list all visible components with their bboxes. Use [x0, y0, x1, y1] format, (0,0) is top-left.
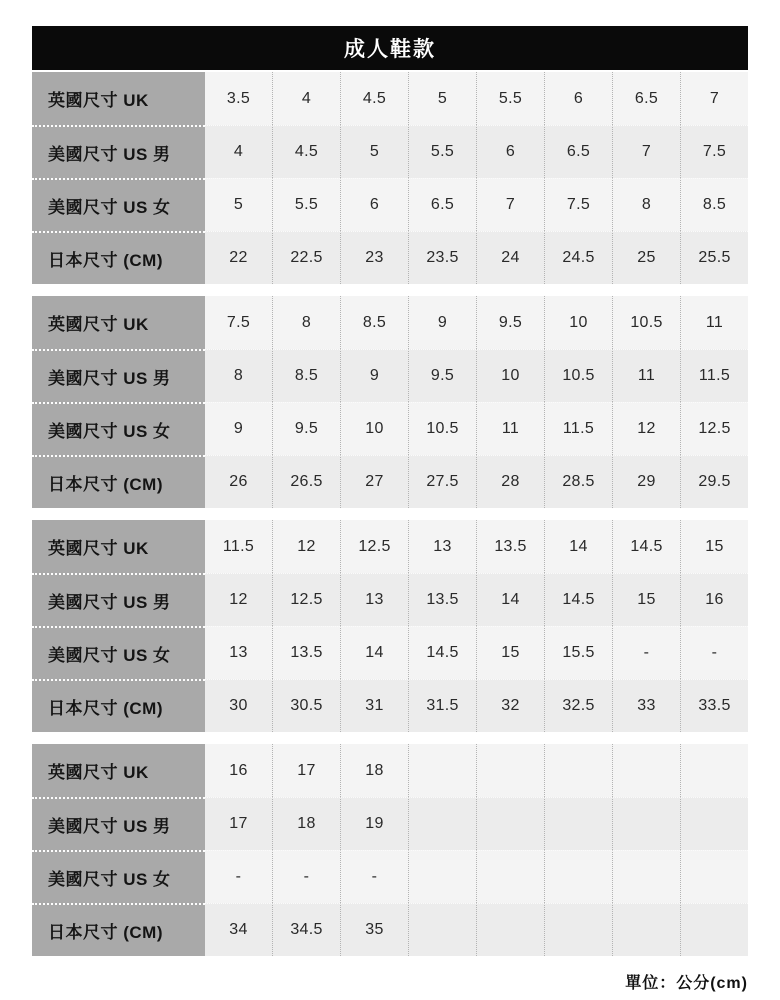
size-cell: 7: [680, 72, 748, 125]
size-cell: 11.5: [544, 402, 612, 455]
table-row: [32, 626, 748, 679]
size-cell: 5.5: [408, 125, 476, 178]
size-cell: [612, 797, 680, 850]
size-cell: 11.5: [205, 520, 272, 573]
row-label: 英國尺寸 UK: [32, 72, 205, 125]
size-cell: [680, 744, 748, 797]
size-cell: 14: [544, 520, 612, 573]
size-cell: -: [612, 626, 680, 679]
size-cell: 4.5: [272, 125, 340, 178]
row-label: 美國尺寸 US 女: [32, 402, 205, 455]
table-row: [32, 125, 748, 178]
size-cell: [408, 850, 476, 903]
size-cell: 12.5: [272, 573, 340, 626]
size-cell: 9.5: [476, 296, 544, 349]
size-cell: 4.5: [340, 72, 408, 125]
size-cell: 15: [476, 626, 544, 679]
table-row: [32, 520, 748, 573]
size-cell: 4: [205, 125, 272, 178]
row-label: 英國尺寸 UK: [32, 520, 205, 573]
table-row: [32, 679, 748, 732]
table-row: [32, 178, 748, 231]
size-block: [32, 72, 748, 284]
size-cell: 5: [408, 72, 476, 125]
size-cell: 10.5: [544, 349, 612, 402]
size-cell: 14.5: [544, 573, 612, 626]
size-cell: 35: [340, 903, 408, 956]
size-cell: 7.5: [544, 178, 612, 231]
size-cell: 6.5: [612, 72, 680, 125]
size-cell: [408, 903, 476, 956]
size-cell: 3.5: [205, 72, 272, 125]
size-cell: 10.5: [408, 402, 476, 455]
size-cell: 9.5: [272, 402, 340, 455]
size-cell: 8: [272, 296, 340, 349]
table-row: [32, 72, 748, 125]
size-cell: 31: [340, 679, 408, 732]
table-row: [32, 231, 748, 284]
size-cell: 34.5: [272, 903, 340, 956]
size-cell: [408, 744, 476, 797]
size-cell: 11.5: [680, 349, 748, 402]
size-cell: [612, 850, 680, 903]
size-cell: 22: [205, 231, 272, 284]
size-cell: 24.5: [544, 231, 612, 284]
size-table-blocks: [32, 72, 748, 956]
size-cell: 30.5: [272, 679, 340, 732]
size-cell: 32: [476, 679, 544, 732]
row-label: 美國尺寸 US 男: [32, 573, 205, 626]
size-block: [32, 744, 748, 956]
table-row: [32, 744, 748, 797]
size-cell: 8.5: [340, 296, 408, 349]
size-cell: 13: [408, 520, 476, 573]
size-cell: 8: [205, 349, 272, 402]
size-cell: 11: [680, 296, 748, 349]
size-cell: -: [680, 626, 748, 679]
row-label: 美國尺寸 US 男: [32, 125, 205, 178]
row-label: 美國尺寸 US 男: [32, 797, 205, 850]
size-block: [32, 520, 748, 732]
size-cell: 18: [272, 797, 340, 850]
size-cell: 32.5: [544, 679, 612, 732]
size-cell: 14.5: [408, 626, 476, 679]
size-cell: 24: [476, 231, 544, 284]
size-cell: 6.5: [544, 125, 612, 178]
unit-note: 單位：公分(cm): [625, 975, 748, 992]
size-cell: [680, 797, 748, 850]
size-cell: 12: [205, 573, 272, 626]
size-cell: 10.5: [612, 296, 680, 349]
table-title: 成人鞋款: [344, 38, 436, 61]
size-cell: 15: [612, 573, 680, 626]
size-cell: 5: [340, 125, 408, 178]
size-cell: 10: [476, 349, 544, 402]
size-cell: [680, 903, 748, 956]
table-title-bar: [32, 26, 748, 70]
size-cell: 10: [340, 402, 408, 455]
size-cell: 28: [476, 455, 544, 508]
size-cell: 8: [612, 178, 680, 231]
size-cell: 6: [476, 125, 544, 178]
size-cell: 8.5: [680, 178, 748, 231]
size-cell: 9: [205, 402, 272, 455]
table-row: [32, 903, 748, 956]
row-label: 英國尺寸 UK: [32, 744, 205, 797]
table-row: [32, 797, 748, 850]
row-label: 日本尺寸 (CM): [32, 455, 205, 508]
size-cell: 28.5: [544, 455, 612, 508]
row-label: 美國尺寸 US 女: [32, 178, 205, 231]
size-cell: 5.5: [476, 72, 544, 125]
size-cell: 12: [612, 402, 680, 455]
size-cell: [476, 903, 544, 956]
row-label: 美國尺寸 US 女: [32, 850, 205, 903]
size-cell: 33.5: [680, 679, 748, 732]
size-cell: -: [205, 850, 272, 903]
size-cell: 16: [205, 744, 272, 797]
size-cell: [476, 850, 544, 903]
size-cell: 34: [205, 903, 272, 956]
size-cell: [612, 903, 680, 956]
size-cell: 18: [340, 744, 408, 797]
size-cell: [544, 850, 612, 903]
size-cell: [680, 850, 748, 903]
row-label: 日本尺寸 (CM): [32, 903, 205, 956]
table-row: [32, 455, 748, 508]
size-cell: [408, 797, 476, 850]
size-cell: 7.5: [205, 296, 272, 349]
size-cell: [544, 903, 612, 956]
size-cell: 13.5: [272, 626, 340, 679]
size-cell: 22.5: [272, 231, 340, 284]
size-cell: [544, 797, 612, 850]
size-cell: 6.5: [408, 178, 476, 231]
size-cell: 7: [612, 125, 680, 178]
size-cell: 31.5: [408, 679, 476, 732]
table-row: [32, 850, 748, 903]
size-cell: 7: [476, 178, 544, 231]
size-cell: -: [340, 850, 408, 903]
size-cell: 13.5: [408, 573, 476, 626]
size-cell: 12: [272, 520, 340, 573]
size-cell: 12.5: [680, 402, 748, 455]
size-cell: 16: [680, 573, 748, 626]
size-cell: [476, 744, 544, 797]
size-cell: 19: [340, 797, 408, 850]
size-cell: 17: [272, 744, 340, 797]
size-cell: 23.5: [408, 231, 476, 284]
size-cell: 9.5: [408, 349, 476, 402]
table-row: [32, 402, 748, 455]
size-cell: 14: [476, 573, 544, 626]
size-cell: 33: [612, 679, 680, 732]
size-cell: 26: [205, 455, 272, 508]
table-row: [32, 296, 748, 349]
size-cell: 11: [476, 402, 544, 455]
table-row: [32, 349, 748, 402]
size-cell: 7.5: [680, 125, 748, 178]
size-cell: 10: [544, 296, 612, 349]
size-cell: 13.5: [476, 520, 544, 573]
size-cell: 6: [340, 178, 408, 231]
size-cell: 11: [612, 349, 680, 402]
size-cell: 9: [340, 349, 408, 402]
size-cell: 15: [680, 520, 748, 573]
size-cell: [544, 744, 612, 797]
size-cell: 12.5: [340, 520, 408, 573]
size-cell: 25.5: [680, 231, 748, 284]
size-cell: 14: [340, 626, 408, 679]
size-cell: 14.5: [612, 520, 680, 573]
size-cell: 13: [340, 573, 408, 626]
size-cell: 4: [272, 72, 340, 125]
row-label: 日本尺寸 (CM): [32, 231, 205, 284]
size-cell: 29.5: [680, 455, 748, 508]
size-cell: 6: [544, 72, 612, 125]
size-block: [32, 296, 748, 508]
row-label: 美國尺寸 US 女: [32, 626, 205, 679]
size-cell: 17: [205, 797, 272, 850]
size-cell: [476, 797, 544, 850]
size-cell: 8.5: [272, 349, 340, 402]
size-cell: -: [272, 850, 340, 903]
size-cell: 5: [205, 178, 272, 231]
row-label: 英國尺寸 UK: [32, 296, 205, 349]
size-cell: 23: [340, 231, 408, 284]
size-cell: 30: [205, 679, 272, 732]
size-cell: 15.5: [544, 626, 612, 679]
size-cell: [612, 744, 680, 797]
size-cell: 27: [340, 455, 408, 508]
size-cell: 5.5: [272, 178, 340, 231]
size-cell: 9: [408, 296, 476, 349]
size-cell: 25: [612, 231, 680, 284]
size-cell: 29: [612, 455, 680, 508]
table-row: [32, 573, 748, 626]
row-label: 美國尺寸 US 男: [32, 349, 205, 402]
row-label: 日本尺寸 (CM): [32, 679, 205, 732]
size-cell: 13: [205, 626, 272, 679]
size-cell: 26.5: [272, 455, 340, 508]
size-cell: 27.5: [408, 455, 476, 508]
